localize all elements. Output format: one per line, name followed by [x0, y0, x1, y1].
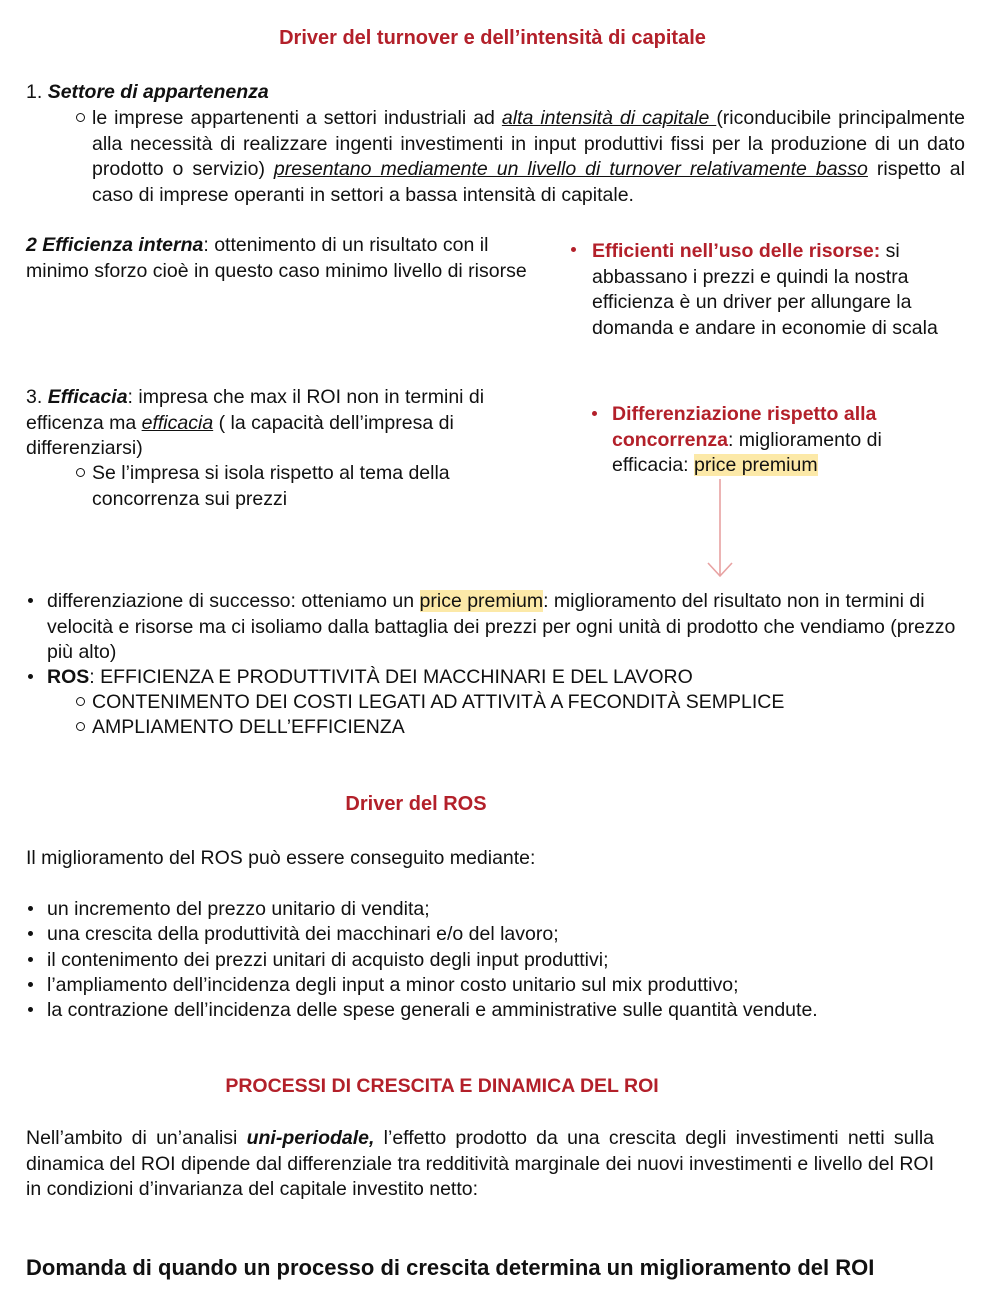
note-efficienti-text: si abbassano i prezzi e quindi la nostra efficienza è un driver per allungare la domanda e andare in economie di scala [592, 240, 938, 339]
section-1-text-c: rispetto al caso di imprese operanti in settori a bassa intensità di capitale. [92, 158, 965, 206]
note-differenziazione-title: Differenziazione rispetto alla concorrenza [612, 403, 877, 451]
bullet-icon [28, 931, 33, 936]
roi-text-a: Nell’ambito di un’analisi [26, 1127, 247, 1149]
ros-intro: Il miglioramento del ROS può essere conseguito mediante: [26, 847, 536, 869]
b1-text-b: : miglioramento del risultato non in termini di velocità e risorse ma ci isoliamo dalla battaglia dei prezzi per ogni unità di prodotto che vendiamo (prezzo più alto) [47, 590, 956, 663]
bullet-icon [28, 1007, 33, 1012]
ros-list-item: il contenimento dei prezzi unitari di acquisto degli input produttivi; [47, 949, 609, 971]
ros-subitem-2: AMPLIAMENTO DELL’EFFICIENZA [92, 716, 405, 738]
page-title: Driver del turnover e dell’intensità di capitale [279, 27, 706, 49]
bullet-differenziazione [47, 589, 982, 666]
b1-text-a: differenziazione di successo: otteniamo un [47, 590, 420, 612]
section-1-title: Settore di appartenenza [47, 81, 269, 103]
circle-bullet-icon [76, 113, 85, 122]
price-premium-highlight: price premium [694, 454, 818, 476]
bullet-icon [28, 957, 33, 962]
section-3-number: 3. [26, 386, 48, 408]
bullet-ros [47, 665, 693, 691]
arrow-down-icon [700, 477, 740, 582]
section-1-number: 1. [26, 81, 43, 103]
section-1-heading [26, 80, 269, 106]
circle-bullet-icon [76, 697, 85, 706]
red-bullet-icon [571, 247, 576, 252]
section-3-text-a: : impresa che max il ROI non in termini di efficenza ma [26, 386, 485, 434]
section-title-roi: PROCESSI DI CRESCITA E DINAMICA DEL ROI [225, 1075, 659, 1097]
ros-label: ROS [47, 666, 90, 688]
red-bullet-icon [592, 411, 597, 416]
section-1-text-b: (riconducibile principalmente alla necessità di realizzare ingenti investimenti in input produttivi fissi per la produzione di un dato prodotto o servizio) [92, 107, 966, 180]
circle-bullet-icon [76, 722, 85, 731]
ros-text: : EFFICIENZA E PRODUTTIVITÀ DEI MACCHINARI E DEL LAVORO [89, 666, 693, 688]
ros-subitem-1: CONTENIMENTO DEI COSTI LEGATI AD ATTIVITÀ A FECONDITÀ SEMPLICE [92, 691, 785, 713]
note-efficienti-title: Efficienti nell’uso delle risorse: [592, 240, 881, 262]
section-1-underline-2: presentano mediamente un livello di turnover relativamente basso [273, 158, 868, 180]
roi-paragraph [26, 1126, 934, 1203]
circle-bullet-icon [76, 468, 85, 477]
roi-text-b: l’effetto prodotto da una crescita degli investimenti netti sulla dinamica del ROI dipende dal differenziale tra redditività marginale dei nuovi investimenti e livello del ROI in condizioni d’invarianza del capitale investito netto: [26, 1127, 935, 1200]
roi-uniperiodale: uni-periodale, [246, 1127, 375, 1149]
ros-list-item: la contrazione dell’incidenza delle spese generali e amministrative sulle quantità vendute. [47, 999, 818, 1021]
bullet-icon [28, 598, 33, 603]
section-3-subitem: Se l’impresa si isola rispetto al tema della concorrenza sui prezzi [92, 462, 450, 510]
section-2-title: 2 Efficienza interna [26, 234, 204, 256]
note-efficienti [592, 239, 982, 341]
section-2-text: : ottenimento di un risultato con il minimo sforzo cioè in questo caso minimo livello di risorse [26, 234, 527, 282]
section-3-paragraph [26, 385, 536, 462]
price-premium-highlight-2: price premium [419, 590, 544, 612]
question-heading: Domanda di quando un processo di crescita determina un miglioramento del ROI [26, 1255, 875, 1280]
note-differenziazione-text: : miglioramento di efficacia: [612, 428, 882, 476]
section-3-title: Efficacia [47, 386, 128, 408]
bullet-icon [28, 982, 33, 987]
section-2-paragraph [26, 233, 536, 284]
ros-list-item: un incremento del prezzo unitario di vendita; [47, 898, 430, 920]
section-3-text-b: ( la capacità dell’impresa di differenziarsi) [26, 411, 454, 459]
bullet-icon [28, 906, 33, 911]
section-1-text-a: le imprese appartenenti a settori industriali ad [92, 107, 502, 129]
note-differenziazione [612, 402, 952, 479]
ros-list-item: una crescita della produttività dei macchinari e/o del lavoro; [47, 923, 559, 945]
ros-list-item: l’ampliamento dell’incidenza degli input a minor costo unitario sul mix produttivo; [47, 974, 739, 996]
section-1-underline-1: alta intensità di capitale [501, 107, 717, 129]
section-title-ros: Driver del ROS [345, 793, 487, 815]
section-1-paragraph [92, 106, 965, 208]
bullet-icon [28, 674, 33, 679]
section-3-underline: efficacia [141, 411, 214, 434]
